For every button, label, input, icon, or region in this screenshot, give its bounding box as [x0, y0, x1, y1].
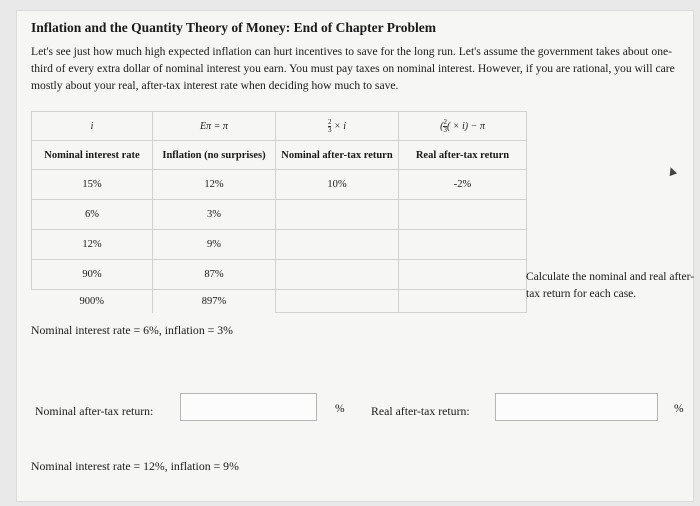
- nominal-after-tax-label: Nominal after-tax return:: [35, 404, 154, 418]
- nominal-percent-unit: %: [335, 403, 345, 415]
- cell-real-after-tax: [399, 200, 527, 230]
- formula-real-after-tax: ( $\frac{2}{3}$ ( × i) − π: [399, 112, 527, 141]
- table-row: [32, 260, 527, 290]
- formula-nominal-after-tax: $\frac{2}{3}$ × i: [276, 112, 399, 141]
- cell-inflation: 3%: [153, 200, 276, 230]
- nominal-after-tax-input[interactable]: [180, 393, 317, 421]
- problem-intro: Let's see just how much high expected inflation can hurt incentives to save for the long run. Let's assume the government takes about one-third of every extra dollar of nominal interest you earn. You must pay taxes on nominal interest. However, if you are rational, you will care mostly about your real, after-tax interest rate when deciding how much to save.: [31, 45, 675, 92]
- header-nominal-rate: Nominal interest rate: [32, 141, 153, 170]
- real-percent-unit: %: [674, 403, 684, 415]
- cell-nominal-after-tax: [276, 290, 399, 313]
- cell-nominal-after-tax: 10%: [276, 170, 399, 200]
- formula-nominal-rate: i: [32, 112, 153, 141]
- mouse-cursor-icon: [667, 166, 677, 176]
- instruction-note: Calculate the nominal and real after-tax return for each case.: [526, 271, 695, 300]
- cell-nominal-after-tax: [276, 200, 399, 230]
- cell-nominal-rate: 15%: [32, 170, 153, 200]
- cell-real-after-tax: -2%: [399, 170, 527, 200]
- cell-real-after-tax: [399, 290, 527, 313]
- header-inflation: Inflation (no surprises): [153, 141, 276, 170]
- table-row: [32, 200, 527, 230]
- cell-nominal-rate: 6%: [32, 200, 153, 230]
- cell-nominal-after-tax: [276, 260, 399, 290]
- returns-table: [31, 111, 527, 313]
- cell-inflation: 9%: [153, 230, 276, 260]
- real-after-tax-input[interactable]: [495, 393, 658, 421]
- cell-real-after-tax: [399, 230, 527, 260]
- header-nominal-after-tax: Nominal after-tax return: [276, 141, 399, 170]
- case1-heading: Nominal interest rate = 6%, inflation = 3%: [31, 323, 234, 337]
- problem-title: Inflation and the Quantity Theory of Money: End of Chapter Problem: [31, 20, 437, 35]
- cell-nominal-after-tax: [276, 230, 399, 260]
- table-row: [32, 230, 527, 260]
- formula-inflation: Eπ = π: [153, 112, 276, 141]
- two-thirds-fraction: $\frac{2}{3}$: [443, 117, 447, 134]
- table-row: [32, 170, 527, 200]
- cell-nominal-rate: 12%: [32, 230, 153, 260]
- header-real-after-tax: Real after-tax return: [399, 141, 527, 170]
- cell-inflation: 87%: [153, 260, 276, 290]
- case2-heading: Nominal interest rate = 12%, inflation = 9%: [31, 459, 239, 473]
- cell-nominal-rate: 90%: [32, 260, 153, 290]
- cell-inflation: 12%: [153, 170, 276, 200]
- problem-page: [16, 10, 694, 502]
- cell-nominal-rate: 900%: [32, 290, 153, 313]
- real-after-tax-label: Real after-tax return:: [371, 404, 470, 418]
- two-thirds-fraction: $\frac{2}{3}$: [327, 117, 332, 134]
- formula-row: [32, 112, 527, 141]
- cell-real-after-tax: [399, 260, 527, 290]
- cell-inflation: 897%: [153, 290, 276, 313]
- table-row: [32, 290, 527, 313]
- header-row: [32, 141, 527, 170]
